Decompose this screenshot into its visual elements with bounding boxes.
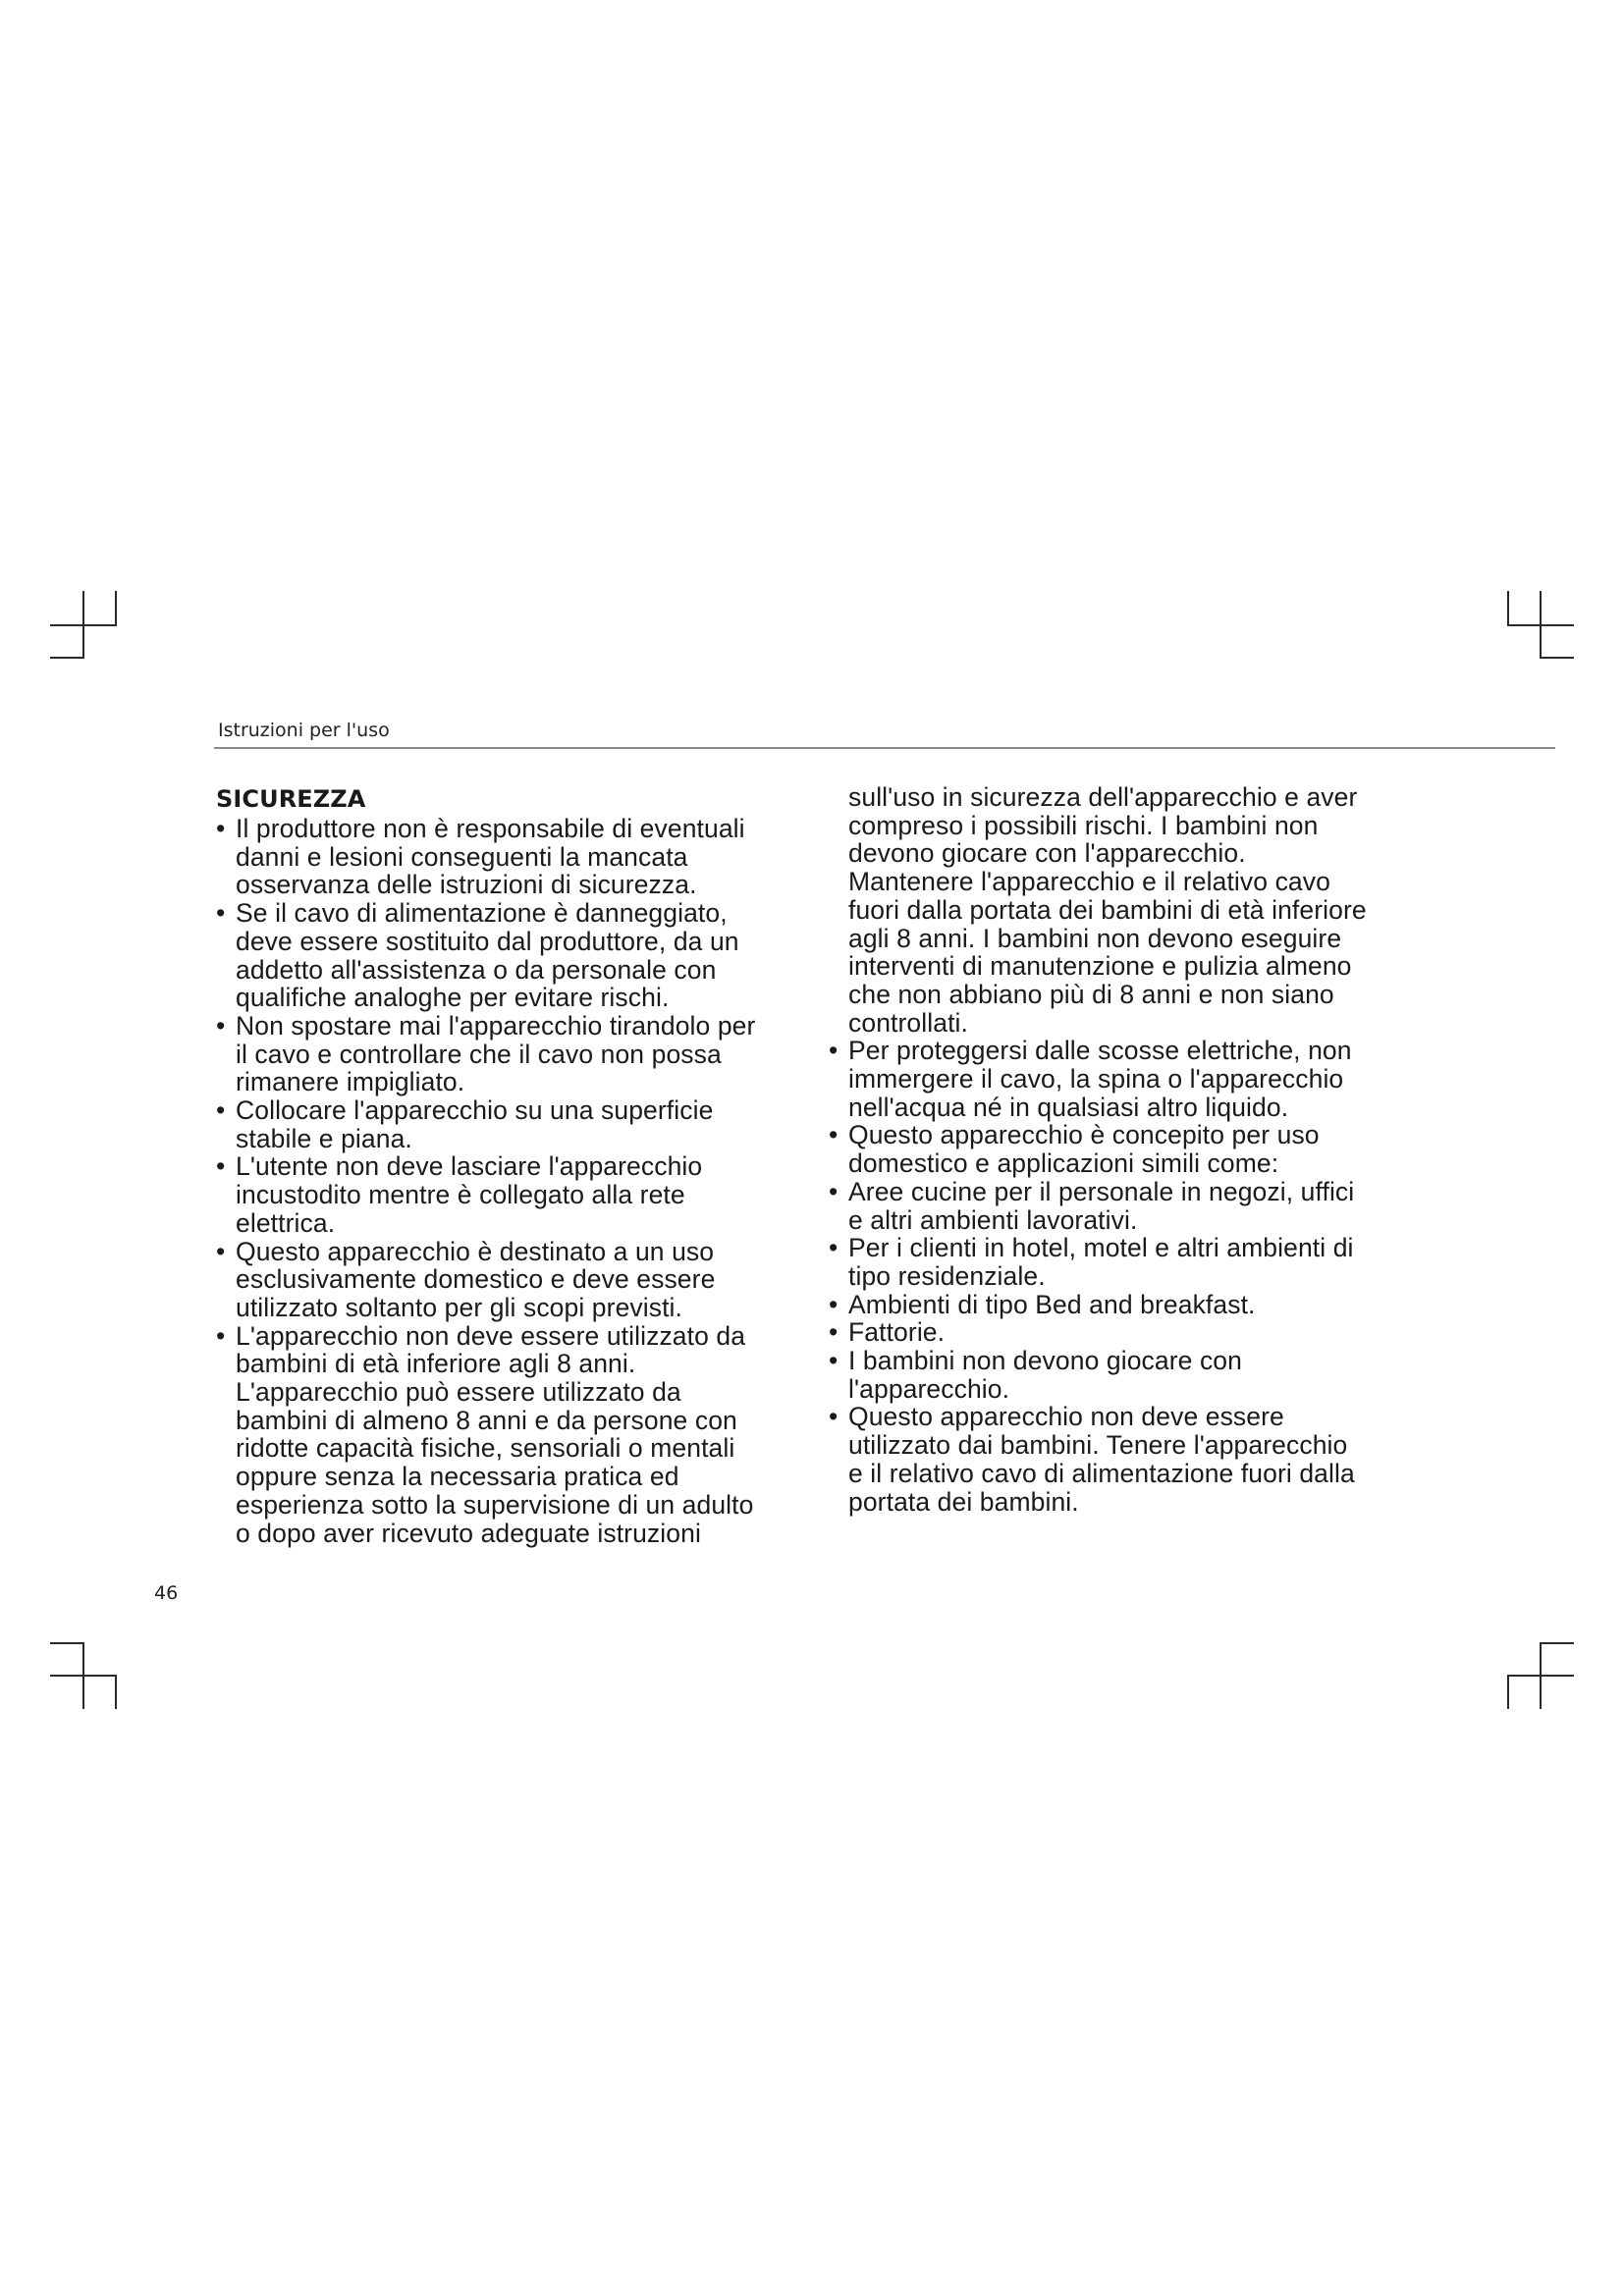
page-number: 46 xyxy=(154,1582,179,1604)
list-item-line: osservanza delle istruzioni di sicurezza. xyxy=(236,870,697,900)
list-item-line: elettrica. xyxy=(236,1207,336,1238)
crop-mark xyxy=(1540,657,1574,659)
list-item-line: • Questo apparecchio è destinato a un uso xyxy=(236,1236,715,1266)
crop-mark xyxy=(1507,1675,1574,1677)
crop-mark xyxy=(115,1675,117,1709)
continued-paragraph xyxy=(827,783,1435,1037)
paragraph-line: sull'uso in sicurezza dell'apparecchio e aver xyxy=(848,782,1358,812)
list-item xyxy=(827,1037,1435,1121)
paragraph-line: compreso i possibili rischi. I bambini non xyxy=(848,810,1319,840)
left-column xyxy=(214,785,803,1547)
list-item-line: addetto all'assistenza o da personale con xyxy=(236,954,717,985)
paragraph-line: fuori dalla portata dei bambini di età inferiore xyxy=(848,894,1367,925)
list-item-line: • Il produttore non è responsabile di eventuali xyxy=(236,814,745,843)
list-item-line: • Collocare l'apparecchio su una superficie xyxy=(236,1095,714,1126)
list-item xyxy=(827,1291,1435,1319)
list-item-line: L'apparecchio può essere utilizzato da xyxy=(236,1377,681,1408)
list-item-line: esperienza sotto la supervisione di un adulto xyxy=(236,1489,754,1520)
paragraph-line: interventi di manutenzione e pulizia almeno xyxy=(848,951,1352,982)
list-item xyxy=(214,815,803,899)
list-item xyxy=(214,1238,803,1322)
right-column xyxy=(827,783,1435,1516)
paragraph-line: Mantenere l'apparecchio e il relativo cavo xyxy=(848,867,1330,897)
list-item-line: rimanere impigliato. xyxy=(236,1067,465,1097)
list-item-line: • Non spostare mai l'apparecchio tirandolo per xyxy=(236,1010,756,1041)
list-item-line: portata dei bambini. xyxy=(848,1486,1079,1517)
list-item xyxy=(827,1234,1435,1290)
crop-mark xyxy=(82,591,84,658)
list-item-line: • Questo apparecchio è concepito per uso xyxy=(848,1120,1320,1150)
paragraph-line: devono giocare con l'apparecchio. xyxy=(848,838,1246,869)
list-item-line: incustodito mentre è collegato alla rete xyxy=(236,1180,685,1210)
running-header: Istruzioni per l'uso xyxy=(218,720,390,741)
list-item xyxy=(214,1152,803,1237)
list-item-line: • Per i clienti in hotel, motel e altri ambienti di xyxy=(848,1233,1354,1263)
list-item-line: e altri ambienti lavorativi. xyxy=(848,1204,1138,1235)
list-item xyxy=(827,1318,1435,1347)
list-item-line: e il relativo cavo di alimentazione fuori dalla xyxy=(848,1458,1355,1488)
paragraph-line: controllati. xyxy=(848,1007,968,1038)
list-item-line: deve essere sostituito dal produttore, da un xyxy=(236,926,739,956)
list-item-line: tipo residenziale. xyxy=(848,1260,1046,1291)
list-item-line: utilizzato dai bambini. Tenere l'apparecchio xyxy=(848,1430,1348,1461)
safety-list-left xyxy=(214,815,803,1547)
crop-mark xyxy=(115,591,117,625)
list-item-line: il cavo e controllare che il cavo non possa xyxy=(236,1039,722,1069)
paragraph-line: agli 8 anni. I bambini non devono eseguire xyxy=(848,923,1342,953)
list-item-line: immergere il cavo, la spina o l'apparecchio xyxy=(848,1064,1344,1095)
list-item xyxy=(214,899,803,1012)
list-item-line: nell'acqua né in qualsiasi altro liquido. xyxy=(848,1092,1289,1122)
list-item-line: • L'utente non deve lasciare l'apparecchio xyxy=(236,1151,703,1182)
list-item-line: • Fattorie. xyxy=(848,1317,946,1348)
list-item xyxy=(827,1347,1435,1403)
list-item-line: • Per proteggersi dalle scosse elettriche, non xyxy=(848,1036,1352,1066)
list-item-line: o dopo aver ricevuto adeguate istruzioni xyxy=(236,1518,701,1548)
list-item-line: bambini di età inferiore agli 8 anni. xyxy=(236,1349,636,1379)
list-item-line: • I bambini non devono giocare con xyxy=(848,1346,1242,1376)
crop-mark xyxy=(50,1675,117,1677)
list-item-line: utilizzato soltanto per gli scopi previsti. xyxy=(236,1292,683,1322)
section-title: SICUREZZA xyxy=(216,785,366,813)
list-item-line: • L'apparecchio non deve essere utilizzato da xyxy=(236,1320,746,1351)
list-item-line: qualifiche analoghe per evitare rischi. xyxy=(236,983,670,1013)
list-item xyxy=(214,1012,803,1096)
crop-mark xyxy=(1540,591,1542,658)
list-item-line: esclusivamente domestico e deve essere xyxy=(236,1264,716,1295)
crop-mark xyxy=(50,657,84,659)
crop-mark xyxy=(1540,1642,1574,1644)
list-item xyxy=(827,1178,1435,1234)
list-item xyxy=(827,1121,1435,1177)
list-item-line: l'apparecchio. xyxy=(848,1373,1010,1404)
list-item-line: ridotte capacità fisiche, sensoriali o mentali xyxy=(236,1433,735,1464)
safety-list-right xyxy=(827,1037,1435,1516)
list-item-line: • Aree cucine per il personale in negozi, uffici xyxy=(848,1176,1355,1206)
list-item xyxy=(214,1322,803,1548)
list-item xyxy=(827,1403,1435,1516)
list-item-line: • Questo apparecchio non deve essere xyxy=(848,1402,1284,1432)
list-item-line: stabile e piana. xyxy=(236,1123,412,1153)
list-item xyxy=(214,1096,803,1152)
crop-mark xyxy=(1507,1675,1509,1709)
header-rule xyxy=(214,747,1555,749)
list-item-line: domestico e applicazioni simili come: xyxy=(848,1148,1279,1179)
list-item-line: danni e lesioni conseguenti la mancata xyxy=(236,841,688,872)
crop-mark xyxy=(1507,591,1509,625)
list-item-line: • Ambienti di tipo Bed and breakfast. xyxy=(848,1289,1256,1319)
list-item-line: oppure senza la necessaria pratica ed xyxy=(236,1462,679,1492)
list-item-line: • Se il cavo di alimentazione è danneggiato, xyxy=(236,898,728,929)
list-item-line: bambini di almeno 8 anni e da persone con xyxy=(236,1405,737,1435)
paragraph-line: che non abbiano più di 8 anni e non siano xyxy=(848,979,1334,1009)
crop-mark xyxy=(50,1642,84,1644)
